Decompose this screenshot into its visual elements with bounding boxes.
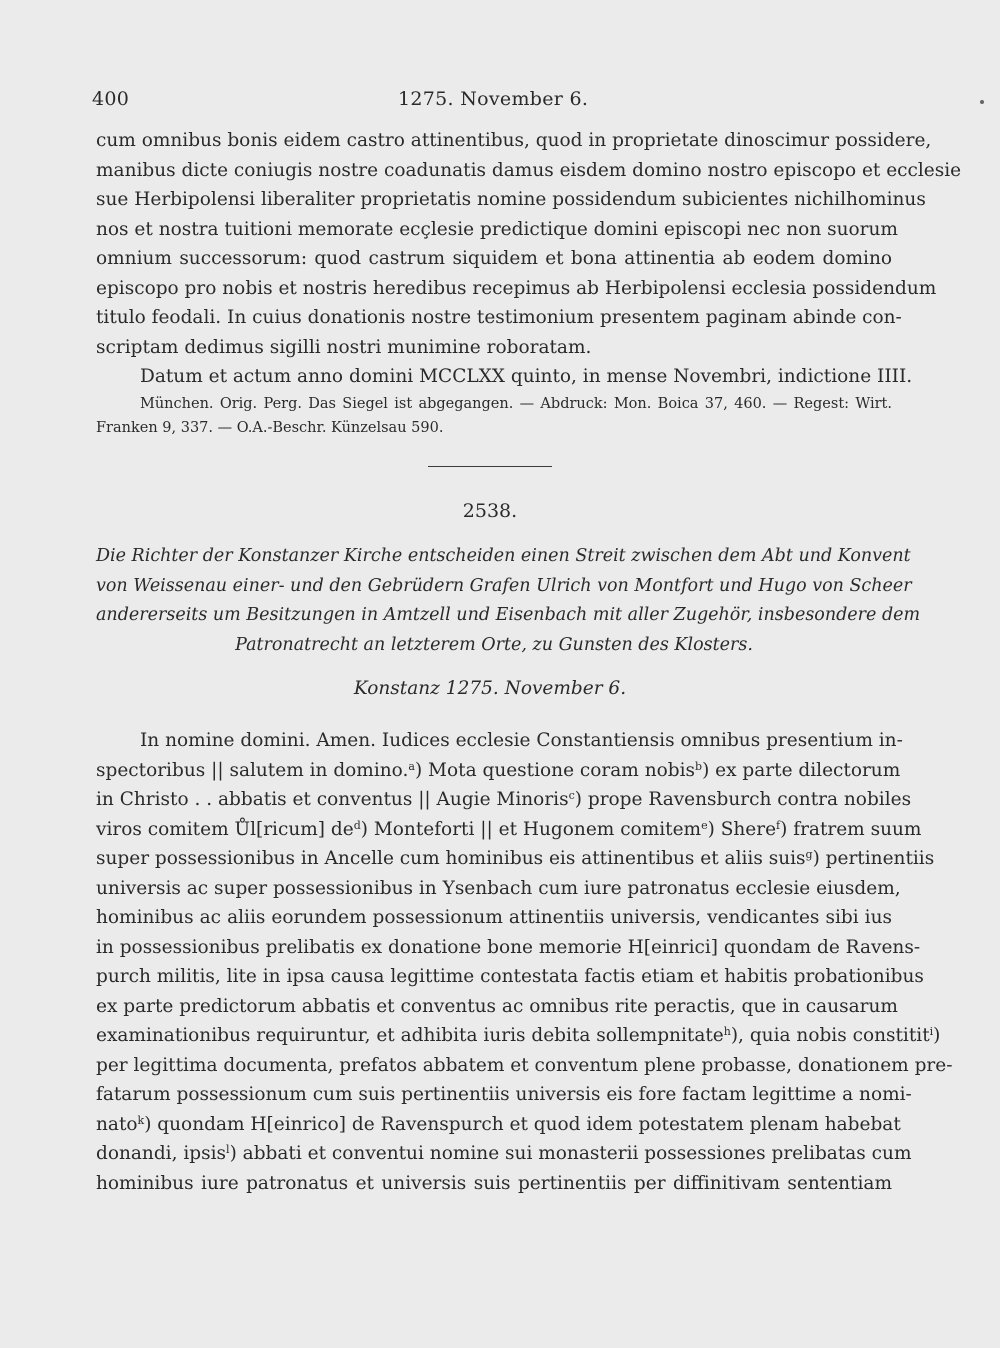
body-line: donandi, ipsis$^l$) abbati et conventui nomine sui monasterii possessiones prelibatas cum <box>96 1143 912 1164</box>
body-line: In nomine domini. Amen. Iudices ecclesie Constantiensis omnibus presentium in- <box>140 730 903 751</box>
running-head <box>92 88 900 114</box>
document-number: 2538. <box>462 500 518 522</box>
summary-line: andererseits um Besitzungen in Amtzell und Eisenbach mit aller Zugehör, insbesondere dem <box>96 605 921 625</box>
body-line: examinationibus requiruntur, et adhibita iuris debita sollempnitate$^h$), quia nobis constitit$^i$) <box>96 1025 941 1046</box>
speck-mark <box>980 100 984 104</box>
text-line: omnium successorum: quod castrum siquidem et bona attinentia ab eodem domino <box>96 248 892 269</box>
place-date: Konstanz 1275. November 6. <box>353 678 627 699</box>
footnote-mark: e <box>701 818 708 832</box>
section-divider <box>428 466 552 467</box>
footnote-mark: f <box>776 818 781 832</box>
body-line: hominibus iure patronatus et universis suis pertinentiis per diffinitivam sententiam <box>96 1172 892 1194</box>
body-line: in Christo . . abbatis et conventus || Augie Minoris$^c$) prope Ravensburch contra nobiles <box>96 789 912 810</box>
text-line: scriptam dedimus sigilli nostri munimine roboratam. <box>96 336 592 358</box>
body-line: viros comitem Ůl[ricum] $de^d$) Monteforti || et Hugonem comitem$^e$) Shere$^f$) fratrem suum <box>96 818 922 840</box>
body-line: nato$^k$) quondam H[einrico] de Ravenspurch et quod idem potestatem plenam habebat <box>96 1113 901 1135</box>
text-line: manibus dicte coniugis nostre coadunatis damus eisdem domino nostro episcopo et ecclesie <box>96 159 962 181</box>
text-line: nos et nostra tuitioni memorate ecçlesie predictique domini episcopi nec non suorum <box>96 218 898 240</box>
preceding-document-text <box>96 126 962 392</box>
footnote-mark: b <box>695 759 703 773</box>
body-line: in possessionibus prelibatis ex donatione bone memorie H[einrici] quondam de Ravens- <box>96 936 921 958</box>
footnote-mark: i <box>929 1025 934 1038</box>
running-title: 1275. November 6. <box>398 88 589 110</box>
body-line: ex parte predictorum abbatis et conventus ac omnibus rite peractis, que in causarum <box>96 995 898 1017</box>
body-line: purch militis, lite in ipsa causa legittime contestata factis etiam et habitis probationibus <box>96 966 924 987</box>
body-line: super possessionibus in Ancelle cum hominibus eis attinentibus et aliis suis$^g$) pertinentiis <box>96 848 935 869</box>
text-line: titulo feodali. In cuius donationis nostre testimonium presentem paginam abinde con- <box>96 307 902 328</box>
footnote-mark: c <box>568 789 575 802</box>
source-note-line: Franken 9, 337. — O.A.-Beschr. Künzelsau 590. <box>96 420 444 436</box>
source-note-line: München. Orig. Perg. Das Siegel ist abgegangen. — Abdruck: Mon. Boica 37, 460. — Regest: Wirt. <box>140 396 892 412</box>
footnote-mark: a <box>408 759 415 773</box>
document-body <box>96 726 953 1198</box>
text-line: cum omnibus bonis eidem castro attinentibus, quod in proprietate dinoscimur possidere, <box>96 130 932 151</box>
footnote-mark: g <box>805 848 813 861</box>
document-summary <box>96 542 921 660</box>
footnote-mark: d <box>353 818 361 832</box>
text-line: sue Herbipolensi liberaliter proprietatis nomine possidendum subicientes nichilhominus <box>96 189 926 210</box>
summary-line: Die Richter der Konstanzer Kirche entscheiden einen Streit zwischen dem Abt und Konvent <box>96 546 911 566</box>
body-line: per legittima documenta, prefatos abbatem et conventum plene probasse, donationem pre- <box>96 1054 953 1076</box>
dating-line: Datum et actum anno domini MCCLXX quinto, in mense Novembri, indictione IIII. <box>140 366 913 387</box>
summary-line: Patronatrecht an letzterem Orte, zu Gunsten des Klosters. <box>235 634 753 655</box>
body-line: spectoribus || salutem in domino.$^a$) Mota questione coram nobis$^b$) ex parte dilectorum <box>96 759 901 781</box>
body-line: hominibus ac aliis eorundem possessionum attinentiis universis, vendicantes sibi ius <box>96 907 892 928</box>
source-note <box>96 392 892 440</box>
footnote-mark: k <box>137 1113 145 1127</box>
page-number: 400 <box>92 88 130 110</box>
footnote-mark: l <box>226 1143 230 1156</box>
body-line: universis ac super possessionibus in Ysenbach cum iure patronatus ecclesie eiusdem, <box>96 877 901 899</box>
footnote-mark: h <box>723 1025 731 1038</box>
summary-line: von Weissenau einer- und den Gebrüdern Grafen Ulrich von Montfort und Hugo von Scheer <box>96 575 912 596</box>
body-line: fatarum possessionum cum suis pertinentiis universis eis fore factam legittime a nomi- <box>96 1084 912 1105</box>
text-line: episcopo pro nobis et nostris heredibus recepimus ab Herbipolensi ecclesia possidendum <box>96 277 937 299</box>
